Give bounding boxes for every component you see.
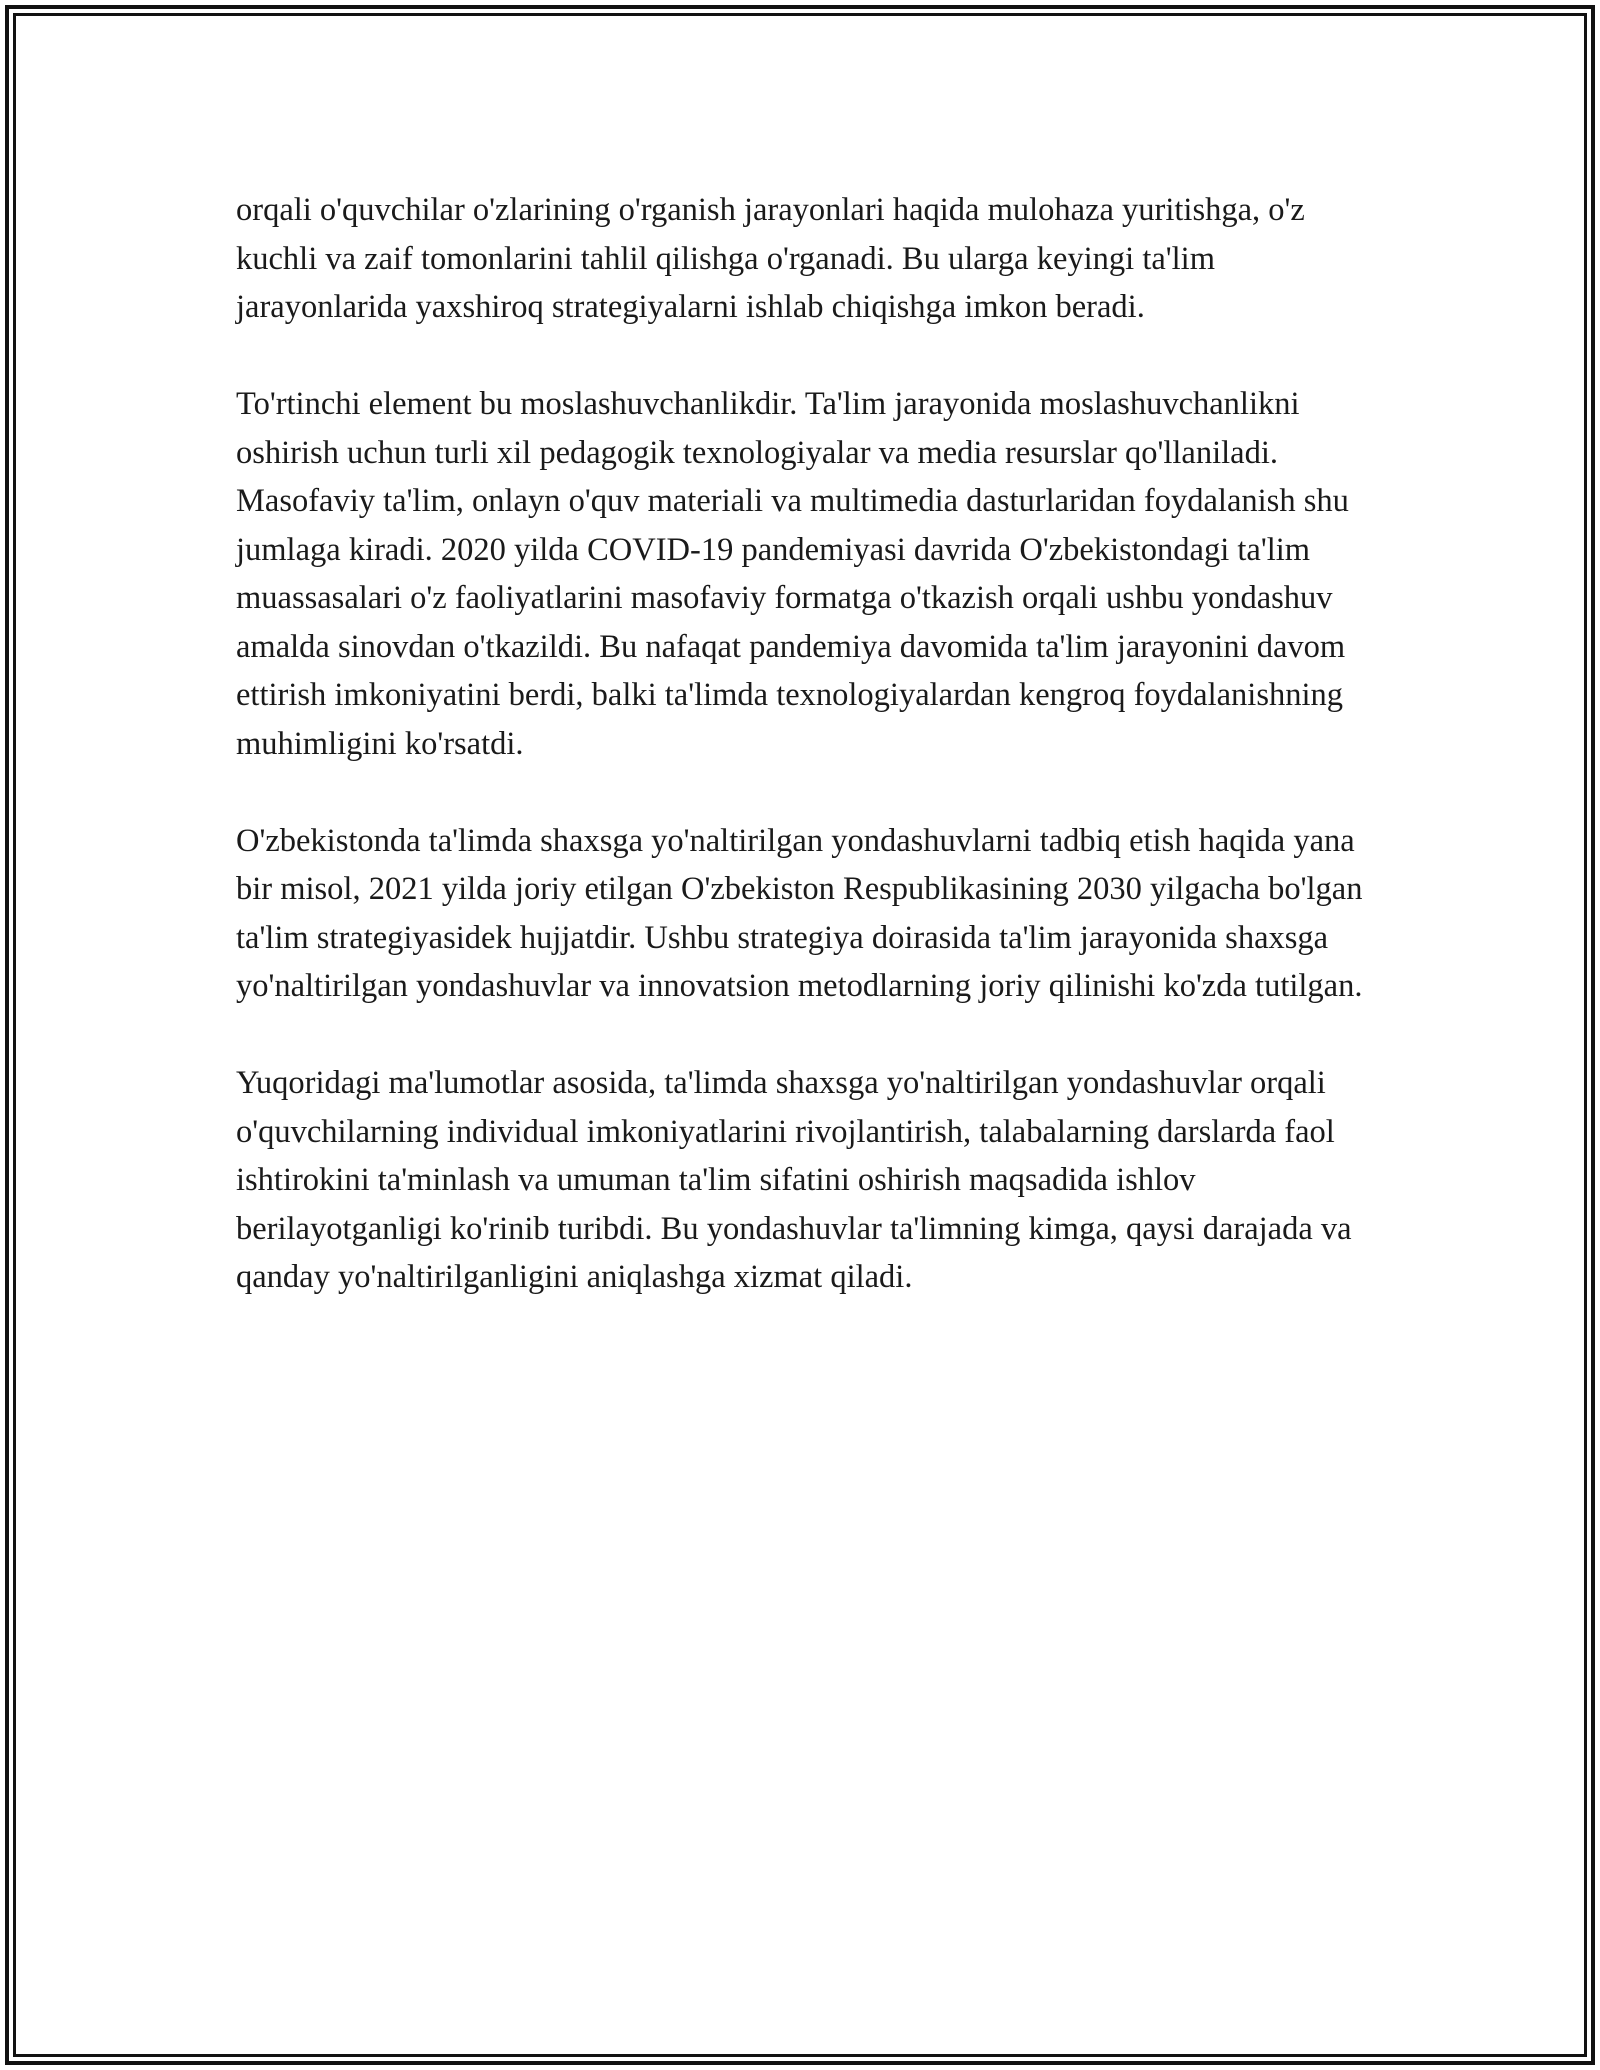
paragraph-2: To'rtinchi element bu moslashuvchanlikdir. Ta'lim jarayonida moslashuvchanlikni oshirish uchun turli xil pedagogik texnologiyalar va media resurslar qo'llaniladi. Masofaviy ta'lim, onlayn o'quv materiali va multimedia dasturlaridan foydalanish shu jumlaga kiradi. 2020 yilda COVID-19 pandemiyasi davrida O'zbekistondagi ta'lim muassasalari o'z faoliyatlarini masofaviy formatga o'tkazish orqali ushbu yondashuv amalda sinovdan o'tkazildi. Bu nafaqat pandemiya davomida ta'lim jarayonini davom ettirish imkoniyatini berdi, balki ta'limda texnologiyalardan kengroq foydalanishning muhimligini ko'rsatdi. (236, 386, 1349, 762)
paragraph-1: orqali o'quvchilar o'zlarining o'rganish jarayonlari haqida mulohaza yuritishga, o'z kuchli va zaif tomonlarini tahlil qilishga o'rganadi. Bu ularga keyingi ta'lim jarayonlarida yaxshiroq strategiyalarni ishlab chiqishga imkon beradi. (236, 192, 1305, 325)
paragraph-4: Yuqoridagi ma'lumotlar asosida, ta'limda shaxsga yo'naltirilgan yondashuvlar orqali o'quvchilarning individual imkoniyatlarini rivojlantirish, talabalarning darslarda faol ishtirokini ta'minlash va umuman ta'lim sifatini oshirish maqsadida ishlov berilayotganligi ko'rinib turibdi. Bu yondashuvlar ta'limning kimga, qaysi darajada va qanday yo'naltirilganligini aniqlashga xizmat qiladi. (236, 1065, 1352, 1295)
paragraph-3: O'zbekistonda ta'limda shaxsga yo'naltirilgan yondashuvlarni tadbiq etish haqida yana bir misol, 2021 yilda joriy etilgan O'zbekiston Respublikasining 2030 yilgacha bo'lgan ta'lim strategiyasidek hujjatdir. Ushbu strategiya doirasida ta'lim jarayonida shaxsga yo'naltirilgan yondashuvlar va innovatsion metodlarning joriy qilinishi ko'zda tutilgan. (236, 822, 1363, 1004)
document-body (236, 186, 1376, 1350)
